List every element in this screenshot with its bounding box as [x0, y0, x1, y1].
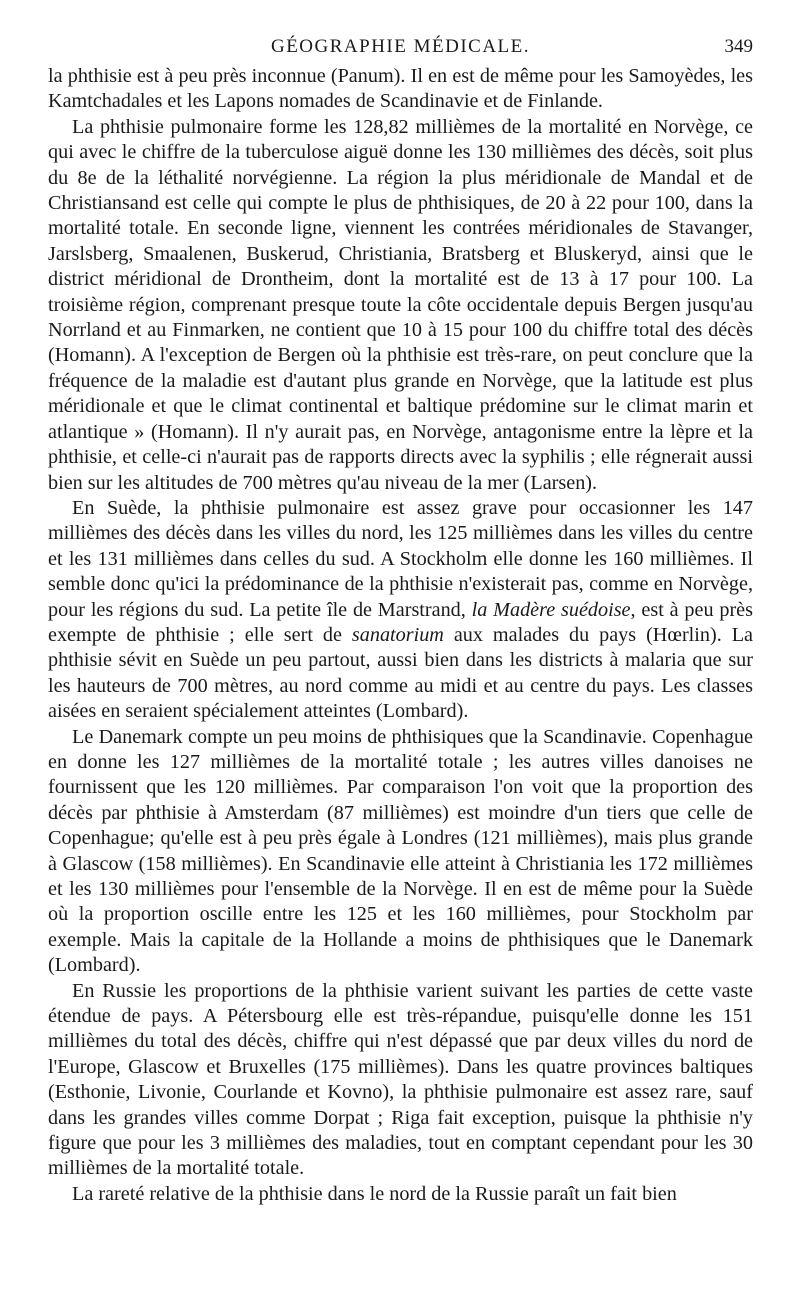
paragraph-sweden	[48, 496, 753, 725]
sweden-text-3: aux malades du pays (Hœrlin). La phthisie sévit en Suède un peu partout, aussi bien dans les districts à malaria que sur les hauteurs de 700 mètres, au nord comme au midi et au centre du pays. Les classes aisées en seraient spécialement atteintes (Lombard).	[48, 623, 753, 723]
paragraph-denmark: Le Danemark compte un peu moins de phthisiques que la Scandinavie. Copenhague en donne les 127 millièmes de la mortalité totale ; les autres villes danoises ne fournissent que les 120 millièmes. Par comparaison l'on voit que la proportion des décès par phthisie à Amsterdam (87 millièmes) est moindre d'un tiers que celle de Copenhague; qu'elle est à peu près égale à Londres (121 millièmes), mais plus grande à Glascow (158 millièmes). En Scandinavie elle atteint à Christiania les 172 millièmes et les 130 millièmes pour l'ensemble de la Norvège. Il en est de même pour la Suède où la proportion oscille entre les 125 et les 160 millièmes, pour Stockholm par exemple. Mais la capitale de la Hollande a moins de phthisiques que le Danemark (Lombard).	[48, 725, 753, 977]
sweden-italic-madere: la Madère suédoise	[471, 598, 631, 621]
paragraph-norway: La phthisie pulmonaire forme les 128,82 millièmes de la mortalité en Norvège, ce qui avec le chiffre de la tuberculose aiguë donne les 130 millièmes des décès, soit plus du 8e de la léthalité norvégienne. La région la plus méridionale de Mandal et de Christiansand est celle qui compte le plus de phthisiques, de 20 à 22 pour 100, dans la mortalité totale. En seconde ligne, viennent les contrées méridionales de Stavanger, Jarslsberg, Smaalenen, Buskerud, Christiania, Bratsberg et Bluskeryd, ainsi que le district méridional de Drontheim, dont la mortalité est de 13 à 17 pour 100. La troisième région, comprenant presque toute la côte occidentale depuis Bergen jusqu'au Norrland et au Finmarken, ne contient que 10 à 15 pour 100 du chiffre total des décès (Homann). A l'exception de Bergen où la phthisie est très-rare, on peut conclure que la fréquence de la maladie est d'autant plus grande en Norvège, que la latitude est plus méridionale et que le climat continental et baltique prédomine sur le climat marin et atlantique » (Homann). Il n'y aurait pas, en Norvège, antagonisme entre la lèpre et la phthisie, et celle-ci n'aurait pas de rapports directs avec la syphilis ; elle régnerait aussi bien sur les altitudes de 700 mètres qu'au niveau de la mer (Larsen).	[48, 115, 753, 494]
paragraph-russia: En Russie les proportions de la phthisie varient suivant les parties de cette vaste étendue de pays. A Pétersbourg elle est très-répandue, puisqu'elle donne les 151 millièmes du total des décès, chiffre qui n'est dépassé que par deux villes du nord de l'Europe, Glascow et Bruxelles (175 millièmes). Dans les quatre provinces baltiques (Esthonie, Livonie, Courlande et Kovno), la phthisie pulmonaire est assez rare, sauf dans les grandes villes comme Dorpat ; Riga fait exception, puisque la phthisie n'y figure que pour les 3 millièmes des maladies, tout en comptant cependant pour les 30 millièmes de la mortalité totale.	[48, 979, 753, 1180]
running-title: GÉOGRAPHIE MÉDICALE.	[270, 36, 531, 57]
document-page	[48, 30, 753, 1207]
page-number: 349	[724, 36, 753, 57]
body-text	[48, 64, 753, 1207]
paragraph-continuation: la phthisie est à peu près inconnue (Panum). Il en est de même pour les Samoyèdes, les Kamtchadales et les Lapons nomades de Scandinavie et de Finlande.	[48, 65, 753, 113]
paragraph-russia-rarity: La rareté relative de la phthisie dans le nord de la Russie paraît un fait bien	[72, 1182, 677, 1205]
sweden-italic-sanatorium: sanatorium	[351, 623, 444, 646]
sweden-text-2: , est à peu près exempte de phthisie ; elle sert de	[48, 598, 753, 646]
sweden-text-1: En Suède, la phthisie pulmonaire est assez grave pour occasionner les 147 millièmes des décès dans les villes du nord, les 125 millièmes dans les villes du centre et les 131 millièmes dans celles du sud. A Stockholm elle donne les 160 millièmes. Il semble donc qu'ici la prédominance de la phthisie n'existerait pas, comme en Norvège, pour les régions du sud. La petite île de Marstrand,	[48, 496, 753, 621]
page-header	[48, 30, 753, 64]
